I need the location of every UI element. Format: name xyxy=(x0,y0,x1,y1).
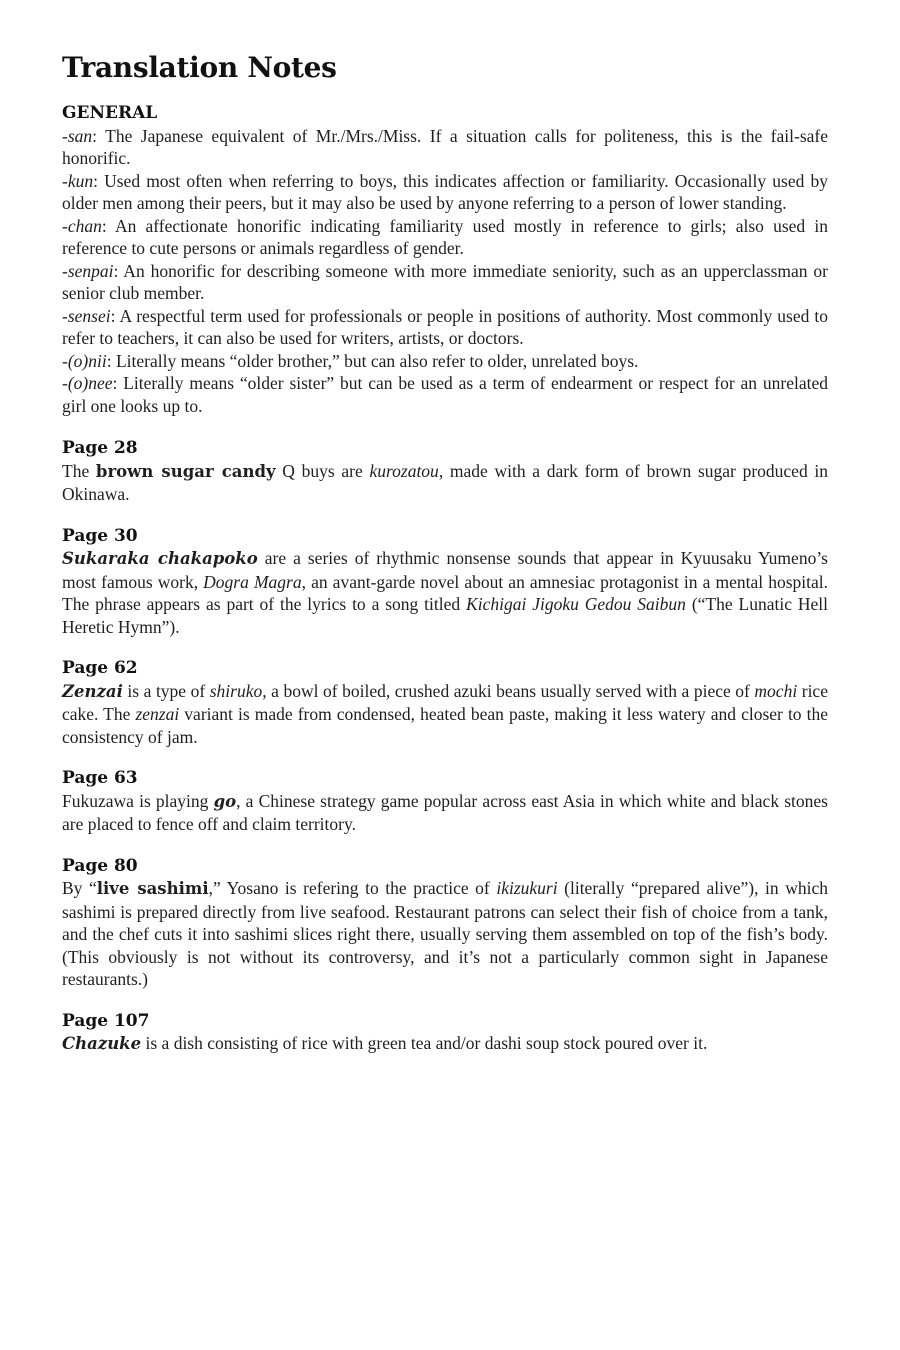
honorific-term: (o)nee xyxy=(67,373,113,393)
honorific-definition: : A respectful term used for professionals or people in positions of authority. Most commonly used to refer to teachers, it can also be used for writers, artists, or doctors. xyxy=(62,305,828,348)
note-text: , an avant-garde novel about an amnesiac protagonist in a mental hospital. The phrase appears as part of the lyrics to a song titled xyxy=(62,571,828,614)
honorific-prefix: - xyxy=(62,260,68,281)
honorific-prefix: - xyxy=(62,215,68,236)
bold-italic-term: Zenzai xyxy=(62,681,123,701)
note-text: Fukuzawa is playing xyxy=(62,790,214,811)
honorific-entry xyxy=(62,215,828,260)
honorific-definition: : Used most often when referring to boys, this indicates affection or familiarity. Occasionally used by older men among their peers, but it may also be used by anyone referring to a person of lower standing. xyxy=(62,170,828,213)
honorific-definition: : Literally means “older brother,” but can also refer to older, unrelated boys. xyxy=(106,350,639,371)
honorific-term: san xyxy=(67,125,93,146)
honorific-entry xyxy=(62,260,828,305)
page-note-section xyxy=(62,657,828,748)
note-text: (“The Lunatic Hell Heretic Hymn”). xyxy=(62,594,828,637)
note-text: (literally “prepared alive”), in which sashimi is prepared directly from live seafood. Restaurant patrons can select their fish of choice from a tank, and the chef cuts it into sashimi slices right there, usually serving them assembled on top of the fish’s body. (This obviously is not without its controversy, and it’s not a particularly common sight in Japanese restaurants.) xyxy=(62,878,828,989)
page-note-body xyxy=(62,680,828,749)
bold-italic-term: Sukaraka chakapoko xyxy=(62,549,258,568)
honorific-entry xyxy=(62,350,828,373)
bold-italic-term: go xyxy=(213,791,237,811)
italic-term: shiruko xyxy=(209,680,263,701)
italic-term: Dogra Magra xyxy=(203,571,302,592)
honorific-term: (o)nii xyxy=(67,350,107,371)
page-note-heading: Page 107 xyxy=(62,1010,150,1031)
translation-notes-page xyxy=(62,50,828,1075)
page-note-section xyxy=(62,437,828,506)
italic-term: ikizukuri xyxy=(496,878,558,898)
honorific-entry xyxy=(62,170,828,215)
note-text: is a type of xyxy=(122,680,210,701)
honorific-prefix: - xyxy=(62,125,68,146)
bold-italic-term: Chazuke xyxy=(62,1034,142,1053)
page-note-section xyxy=(62,767,828,836)
honorific-entry xyxy=(62,305,828,350)
page-note-body xyxy=(62,460,828,506)
italic-term: mochi xyxy=(754,680,798,701)
italic-term: zenzai xyxy=(135,704,180,724)
italic-term: Kichigai Jigoku Gedou Saibun xyxy=(466,594,686,614)
honorific-definition: : An honorific for describing someone with more immediate seniority, such as an upperclassman or senior club member. xyxy=(62,260,828,303)
honorific-prefix: - xyxy=(62,350,68,371)
page-notes-list xyxy=(62,437,828,1056)
page-note-body xyxy=(62,790,828,836)
page-note-heading: Page 62 xyxy=(62,658,138,678)
page-title: Translation Notes xyxy=(62,51,337,84)
honorific-prefix: - xyxy=(62,170,68,191)
note-text: The xyxy=(62,460,96,481)
note-text: ,” Yosano is refering to the practice of xyxy=(208,878,497,898)
note-text: , made with a dark form of brown sugar produced in Okinawa. xyxy=(62,460,829,504)
page-note-heading: Page 28 xyxy=(62,438,138,458)
page-note-section xyxy=(62,855,828,991)
bold-term: live sashimi xyxy=(96,879,209,898)
honorific-definition: : Literally means “older sister” but can be used as a term of endearment or respect for an unrelated girl one looks up to. xyxy=(62,373,828,416)
bold-term: brown sugar candy xyxy=(95,461,276,481)
honorifics-list xyxy=(62,125,828,418)
honorific-term: kun xyxy=(67,170,94,191)
general-section xyxy=(62,102,828,417)
page-note-heading: Page 63 xyxy=(62,768,138,788)
note-text: are a series of rhythmic nonsense sounds that appear in Kyuusaku Yumeno’s most famous work, xyxy=(62,548,828,592)
italic-term: kurozatou xyxy=(369,460,439,481)
note-text: rice cake. The xyxy=(62,680,828,724)
honorific-definition: : The Japanese equivalent of Mr./Mrs./Miss. If a situation calls for politeness, this is the fail-safe honorific. xyxy=(62,125,828,168)
honorific-term: sensei xyxy=(67,305,111,326)
honorific-term: senpai xyxy=(67,260,114,281)
page-note-body xyxy=(62,1032,828,1056)
page-note-section xyxy=(62,525,828,639)
honorific-term: chan xyxy=(67,215,102,236)
note-text: , a bowl of boiled, crushed azuki beans usually served with a piece of xyxy=(262,680,755,701)
general-heading: GENERAL xyxy=(62,103,158,123)
note-text: Q buys are xyxy=(275,460,370,481)
page-note-heading: Page 30 xyxy=(62,525,138,546)
honorific-prefix: - xyxy=(62,305,68,326)
honorific-definition: : An affectionate honorific indicating familiarity used mostly in reference to girls; also used in reference to cute persons or animals regardless of gender. xyxy=(62,215,828,258)
note-text: By “ xyxy=(62,878,97,898)
page-note-section xyxy=(62,1010,828,1056)
page-note-body xyxy=(62,547,828,638)
honorific-prefix: - xyxy=(62,373,68,393)
honorific-entry xyxy=(62,125,828,170)
note-text: is a dish consisting of rice with green tea and/or dashi soup stock poured over it. xyxy=(141,1033,708,1053)
note-text: variant is made from condensed, heated bean paste, making it less watery and closer to the consistency of jam. xyxy=(62,704,829,747)
page-note-heading: Page 80 xyxy=(62,855,138,876)
note-text: , a Chinese strategy game popular across east Asia in which white and black stones are placed to fence off and claim territory. xyxy=(62,790,828,834)
page-note-body xyxy=(62,877,828,991)
honorific-entry xyxy=(62,372,828,417)
